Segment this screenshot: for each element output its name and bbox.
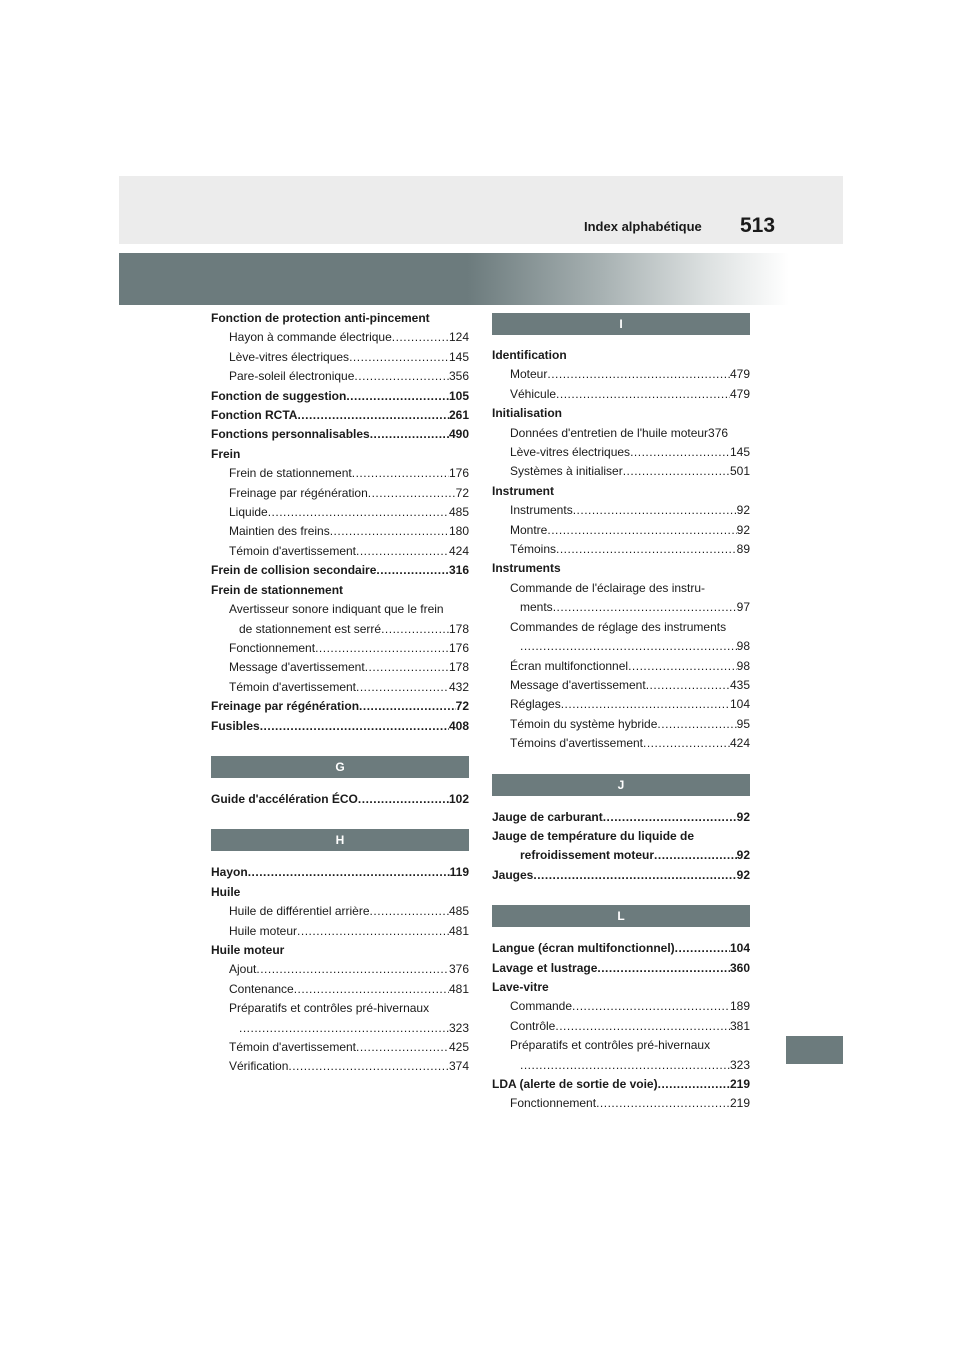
dot-leader xyxy=(553,598,737,617)
entry-page-number: 189 xyxy=(729,999,750,1014)
entry-page-number: 72 xyxy=(455,485,469,500)
entry-page-number: 425 xyxy=(448,1040,469,1054)
entry-page-number: 479 xyxy=(729,386,750,401)
dot-leader xyxy=(297,922,449,941)
index-subentry xyxy=(211,522,469,541)
index-subentry xyxy=(211,1057,469,1076)
dot-leader xyxy=(376,561,449,580)
index-entry xyxy=(492,808,750,827)
index-subentry xyxy=(211,922,469,941)
entry-page-number: 323 xyxy=(729,1057,750,1072)
index-subentry xyxy=(492,997,750,1016)
index-entry xyxy=(492,959,750,978)
entry-page-number: 92 xyxy=(736,848,750,863)
dot-leader xyxy=(365,658,449,677)
index-subentry xyxy=(211,678,469,697)
page-number: 513 xyxy=(740,214,776,237)
entry-label: Écran multifonctionnel xyxy=(510,658,629,673)
dot-leader xyxy=(356,542,449,561)
entry-page-number: 178 xyxy=(448,660,469,675)
entry-page-number: 92 xyxy=(736,809,750,824)
entry-label: Vérification xyxy=(229,1059,289,1074)
dot-leader xyxy=(561,695,730,714)
entry-label: Avertisseur sonore indiquant que le frein xyxy=(229,602,444,617)
dot-leader xyxy=(547,365,730,384)
entry-label: Langue (écran multifonctionnel) xyxy=(492,941,675,956)
entry-page-number: 261 xyxy=(448,408,469,423)
index-entry xyxy=(211,425,469,444)
dot-leader xyxy=(392,328,449,347)
entry-page-number: 381 xyxy=(729,1018,750,1033)
index-subentry xyxy=(492,1094,750,1113)
index-subentry xyxy=(211,484,469,503)
index-subentry xyxy=(492,657,750,676)
index-subentry xyxy=(492,579,750,598)
dot-leader xyxy=(533,866,736,885)
dot-leader xyxy=(555,1017,730,1036)
entry-page-number: 490 xyxy=(448,427,469,442)
index-entry xyxy=(211,581,469,600)
entry-label: refroidissement moteur xyxy=(520,848,655,863)
entry-label: ments xyxy=(520,600,553,615)
entry-page-number: 481 xyxy=(448,981,469,996)
page-title: Index alphabétique xyxy=(584,219,702,234)
entry-label: Fonction RCTA xyxy=(211,408,298,423)
entry-page-number: 323 xyxy=(448,1020,469,1035)
entry-label: Jauge de température du liquide de xyxy=(492,828,695,843)
index-subentry xyxy=(492,618,750,637)
dot-leader xyxy=(315,639,449,658)
index-entry xyxy=(211,309,469,328)
dot-leader xyxy=(354,367,449,386)
entry-page-number: 360 xyxy=(729,960,750,975)
entry-page-number: 479 xyxy=(729,367,750,382)
index-subentry xyxy=(211,328,469,347)
dot-leader xyxy=(370,425,449,444)
entry-page-number: 481 xyxy=(448,923,469,938)
entry-page-number: 119 xyxy=(449,865,469,880)
index-subentry xyxy=(492,365,750,384)
letter-section-header: J xyxy=(492,774,750,796)
entry-label: Ajout xyxy=(229,962,257,977)
entry-label: Initialisation xyxy=(492,406,563,421)
entry-label: Fonction de protection anti-pincement xyxy=(211,311,430,325)
index-entry xyxy=(492,846,750,865)
entry-label: LDA (alerte de sortie de voie) xyxy=(492,1077,658,1091)
entry-page-number: 104 xyxy=(729,697,750,712)
index-entry xyxy=(492,1075,750,1094)
dot-leader xyxy=(256,960,449,979)
index-entry xyxy=(211,790,469,809)
entry-page-number: 124 xyxy=(448,330,469,345)
entry-page-number: 98 xyxy=(736,639,750,654)
letter-section-header: G xyxy=(211,756,469,778)
index-subentry xyxy=(211,1019,469,1038)
index-subentry xyxy=(211,348,469,367)
dot-leader xyxy=(268,503,449,522)
entry-page-number: 219 xyxy=(729,1096,750,1111)
section-banner xyxy=(119,253,789,305)
entry-label: Fusibles xyxy=(211,718,260,733)
index-subentry xyxy=(211,620,469,639)
index-entry xyxy=(492,827,750,846)
index-subentry xyxy=(492,1036,750,1055)
entry-page-number: 97 xyxy=(736,600,750,615)
entry-page-number: 102 xyxy=(448,791,469,806)
entry-page-number: 374 xyxy=(448,1059,469,1074)
entry-label: de stationnement est serré xyxy=(239,621,382,636)
dot-leader xyxy=(675,939,730,958)
index-subentry xyxy=(492,462,750,481)
dot-leader xyxy=(603,808,737,827)
index-subentry xyxy=(492,540,750,559)
index-entry xyxy=(211,445,469,464)
dot-leader xyxy=(260,717,449,736)
dot-leader xyxy=(643,734,730,753)
entry-page-number: 72 xyxy=(455,699,469,714)
entry-page-number: 424 xyxy=(448,543,469,558)
index-subentry xyxy=(492,637,750,656)
index-entry xyxy=(211,697,469,716)
entry-label: Témoins d'avertissement xyxy=(510,736,644,751)
index-entry xyxy=(492,482,750,501)
dot-leader xyxy=(573,501,737,520)
dot-leader xyxy=(370,902,449,921)
entry-label: Données d'entretien de l'huile moteur376 xyxy=(510,425,729,440)
entry-label: Montre xyxy=(510,522,548,537)
index-subentry xyxy=(211,464,469,483)
index-entry xyxy=(211,863,469,882)
index-entry xyxy=(211,406,469,425)
entry-page-number: 98 xyxy=(736,658,750,673)
entry-page-number: 485 xyxy=(448,904,469,919)
index-entry xyxy=(492,404,750,423)
entry-page-number: 356 xyxy=(448,369,469,384)
dot-leader xyxy=(356,678,449,697)
index-column-left xyxy=(211,309,469,1077)
entry-label: Maintien des freins xyxy=(229,524,330,539)
dot-leader xyxy=(596,1094,730,1113)
entry-label: Lave-vitre xyxy=(492,979,549,994)
dot-leader xyxy=(288,1057,449,1076)
entry-label: Frein de stationnement xyxy=(229,466,352,481)
entry-label: Lavage et lustrage xyxy=(492,960,598,975)
dot-leader xyxy=(248,863,450,882)
entry-page-number: 408 xyxy=(448,718,469,733)
dot-leader xyxy=(556,540,737,559)
index-subentry xyxy=(211,960,469,979)
index-subentry xyxy=(211,542,469,561)
entry-label: Réglages xyxy=(510,697,561,712)
dot-leader xyxy=(330,522,449,541)
index-subentry xyxy=(492,521,750,540)
entry-label: Préparatifs et contrôles pré-hivernaux xyxy=(510,1038,711,1053)
entry-label: Hayon xyxy=(211,865,248,880)
entry-label: Huile de différentiel arrière xyxy=(229,904,370,919)
entry-label: Frein xyxy=(211,446,241,461)
entry-label: Hayon à commande électrique xyxy=(229,330,392,345)
entry-label: Commandes de réglage des instruments xyxy=(510,619,727,634)
index-entry xyxy=(211,717,469,736)
index-subentry xyxy=(492,501,750,520)
entry-page-number: 435 xyxy=(729,677,750,692)
entry-label: Huile moteur xyxy=(211,942,285,957)
entry-page-number: 178 xyxy=(448,621,469,636)
dot-leader xyxy=(623,462,730,481)
entry-label: Préparatifs et contrôles pré-hivernaux xyxy=(229,1001,430,1016)
dot-leader xyxy=(294,980,449,999)
entry-label: Lève-vitres électriques xyxy=(229,349,350,364)
dot-leader xyxy=(346,387,449,406)
dot-leader xyxy=(547,521,736,540)
index-subentry xyxy=(211,902,469,921)
entry-page-number: 176 xyxy=(448,466,469,481)
entry-label: Véhicule xyxy=(510,386,557,401)
letter-section-header: I xyxy=(492,313,750,335)
entry-page-number: 501 xyxy=(729,464,750,479)
entry-label: Pare-soleil électronique xyxy=(229,369,355,384)
dot-leader xyxy=(356,1038,449,1057)
index-entry xyxy=(492,866,750,885)
index-subentry xyxy=(492,734,750,753)
entry-page-number: 145 xyxy=(448,349,469,364)
index-entry xyxy=(211,883,469,902)
dot-leader xyxy=(368,484,456,503)
index-subentry xyxy=(211,503,469,522)
dot-leader xyxy=(520,1056,730,1075)
index-entry xyxy=(211,941,469,960)
entry-page-number: 180 xyxy=(448,524,469,539)
entry-page-number: 219 xyxy=(729,1077,750,1091)
entry-page-number: 145 xyxy=(729,445,750,460)
entry-label: Freinage par régénération xyxy=(211,699,360,714)
index-entry xyxy=(211,387,469,406)
entry-label: Lève-vitres électriques xyxy=(510,445,631,460)
entry-label: Fonctions personnalisables xyxy=(211,427,370,442)
index-subentry xyxy=(492,443,750,462)
dot-leader xyxy=(630,443,730,462)
index-subentry xyxy=(492,715,750,734)
entry-label: Témoins xyxy=(510,542,557,557)
dot-leader xyxy=(657,715,736,734)
entry-label: Témoin du système hybride xyxy=(510,716,658,731)
dot-leader xyxy=(628,657,737,676)
entry-label: Commande de l'éclairage des instru- xyxy=(510,580,706,595)
entry-page-number: 92 xyxy=(736,522,750,537)
index-subentry xyxy=(492,676,750,695)
entry-label: Fonction de suggestion xyxy=(211,388,347,403)
entry-page-number: 176 xyxy=(448,640,469,655)
entry-page-number: 95 xyxy=(736,716,750,731)
dot-leader xyxy=(520,637,737,656)
entry-label: Frein de stationnement xyxy=(211,582,344,597)
entry-label: Témoin d'avertissement xyxy=(229,679,357,694)
entry-label: Identification xyxy=(492,348,567,362)
entry-label: Liquide xyxy=(229,505,268,520)
entry-label: Jauges xyxy=(492,867,534,882)
entry-label: Fonctionnement xyxy=(510,1096,597,1111)
entry-label: Commande xyxy=(510,999,573,1014)
dot-leader xyxy=(381,620,449,639)
entry-page-number: 89 xyxy=(736,542,750,557)
index-entry xyxy=(492,559,750,578)
index-entry xyxy=(492,346,750,365)
dot-leader xyxy=(359,697,456,716)
dot-leader xyxy=(654,846,737,865)
index-subentry xyxy=(492,1017,750,1036)
entry-label: Huile xyxy=(211,884,241,899)
dot-leader xyxy=(556,385,730,404)
index-subentry xyxy=(211,658,469,677)
entry-label: Instruments xyxy=(510,503,573,518)
entry-page-number: 376 xyxy=(448,962,469,977)
section-thumb-tab xyxy=(786,1036,843,1064)
entry-label: Message d'avertissement xyxy=(510,677,646,692)
index-subentry xyxy=(211,999,469,1018)
index-entry xyxy=(211,561,469,580)
entry-label: Systèmes à initialiser xyxy=(510,464,623,479)
entry-label: Contenance xyxy=(229,981,294,996)
index-subentry xyxy=(211,980,469,999)
dot-leader xyxy=(352,464,449,483)
entry-label: Guide d'accélération ÉCO xyxy=(211,791,358,806)
entry-page-number: 92 xyxy=(736,503,750,518)
index-subentry xyxy=(492,1056,750,1075)
dot-leader xyxy=(349,348,449,367)
entry-label: Contrôle xyxy=(510,1018,556,1033)
entry-page-number: 92 xyxy=(736,867,750,882)
index-subentry xyxy=(492,598,750,617)
dot-leader xyxy=(572,997,730,1016)
entry-label: Témoin d'avertissement xyxy=(229,1040,357,1054)
entry-label: Huile moteur xyxy=(229,923,298,938)
index-subentry xyxy=(211,367,469,386)
index-subentry xyxy=(492,695,750,714)
letter-section-header: H xyxy=(211,829,469,851)
dot-leader xyxy=(358,790,449,809)
dot-leader xyxy=(239,1019,449,1038)
index-entry xyxy=(492,939,750,958)
dot-leader xyxy=(658,1075,730,1094)
entry-label: Instrument xyxy=(492,483,555,498)
index-entry xyxy=(492,978,750,997)
entry-label: Fonctionnement xyxy=(229,640,316,655)
entry-label: Instruments xyxy=(492,561,561,576)
index-subentry xyxy=(211,639,469,658)
dot-leader xyxy=(297,406,449,425)
index-subentry xyxy=(492,424,750,443)
index-subentry xyxy=(211,600,469,619)
index-column-right xyxy=(492,309,750,1114)
entry-page-number: 424 xyxy=(729,736,750,751)
entry-label: Moteur xyxy=(510,367,548,382)
entry-page-number: 432 xyxy=(448,679,469,694)
entry-label: Frein de collision secondaire xyxy=(211,563,377,578)
entry-label: Témoin d'avertissement xyxy=(229,543,357,558)
entry-page-number: 104 xyxy=(729,941,750,956)
letter-section-header: L xyxy=(492,905,750,927)
header-band xyxy=(119,176,843,244)
entry-label: Jauge de carburant xyxy=(492,809,603,824)
entry-page-number: 485 xyxy=(448,505,469,520)
index-subentry xyxy=(492,385,750,404)
entry-label: Freinage par régénération xyxy=(229,485,368,500)
index-subentry xyxy=(211,1038,469,1057)
entry-page-number: 105 xyxy=(448,388,469,403)
entry-page-number: 316 xyxy=(448,563,469,578)
entry-label: Message d'avertissement xyxy=(229,660,365,675)
dot-leader xyxy=(597,959,730,978)
dot-leader xyxy=(646,676,730,695)
